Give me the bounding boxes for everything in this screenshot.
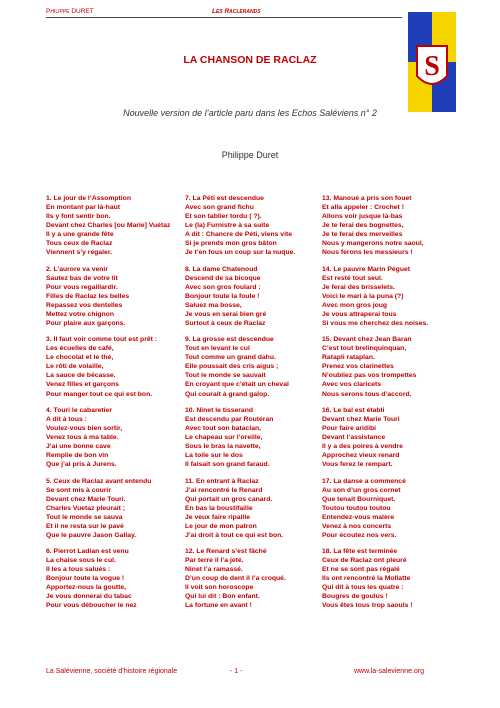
verse-line: Je vous attraperai tous bbox=[322, 310, 397, 318]
verse-line: Et alla appeler : Crochet ! bbox=[322, 204, 404, 212]
verse-line: Je veux faire ripaille bbox=[185, 513, 250, 521]
verse-line: Le jour de mon patron bbox=[185, 522, 257, 530]
verse-line: A dit : Chancre de Péti, viens vite bbox=[185, 231, 293, 239]
verse-line: Prenez vos clarinettes bbox=[322, 363, 394, 371]
header-publication: Les Raclerands bbox=[212, 8, 261, 15]
verse-line: Mettez votre chignon bbox=[46, 310, 114, 318]
stanza bbox=[322, 406, 462, 469]
verse-line: Elle poussait des cris aigus ; bbox=[185, 363, 279, 371]
stanza bbox=[322, 477, 462, 540]
verse-line: Tous ceux de Raclaz bbox=[46, 240, 113, 248]
verse-line: 13. Manoué a pris son fouet bbox=[322, 195, 412, 202]
verse-line: Venez à nos concerts bbox=[322, 522, 392, 530]
verse-line: Je vous en serai bien gré bbox=[185, 310, 267, 318]
verse-line: Je vous donnerai du tabac bbox=[46, 593, 132, 601]
verse-line: Vous ferez le rempart. bbox=[322, 461, 393, 469]
verse-line: Nous serons tous d’accord. bbox=[322, 390, 412, 398]
verse-line: 8. La dame Chatenoud bbox=[185, 265, 258, 273]
stanza bbox=[46, 265, 188, 328]
verse-line: Est descendu par Routéran bbox=[185, 415, 274, 423]
verse-line: Je te ferai des bognettes, bbox=[322, 222, 404, 230]
verse-line: 6. Pierrot Ladian est venu bbox=[46, 548, 129, 556]
verse-line: A dit à tous : bbox=[46, 415, 87, 423]
verse-line: En montant par là-haut bbox=[46, 204, 121, 212]
verse-line: Tout le monde se sauvait bbox=[185, 372, 266, 380]
verse-line: 7. La Péti est descendue bbox=[185, 195, 264, 202]
verse-line: 15. Devant chez Jean Baran bbox=[322, 336, 412, 344]
verse-line: Devant l’assistance bbox=[322, 434, 386, 442]
verse-line: 1. Le jour de l’Assomption bbox=[46, 195, 131, 202]
verse-line: Je ferai des brisselets. bbox=[322, 283, 395, 291]
stanza bbox=[185, 547, 327, 610]
verse-line: Pour écoutez nos vers. bbox=[322, 531, 397, 539]
verse-line: Les écuelles de café, bbox=[46, 345, 114, 353]
verse-line: Voici le mari à la puna (?) bbox=[322, 292, 404, 300]
verse-line: Le chapeau sur l’oreille, bbox=[185, 434, 263, 442]
verse-line: Le (la) Furnistre à sa suite bbox=[185, 222, 270, 230]
verse-line: Se sont mis à courir bbox=[46, 486, 111, 494]
verse-line: Venez filles et garçons bbox=[46, 381, 119, 389]
verse-line: J’ai droit à tout ce qui est bon. bbox=[185, 531, 284, 539]
verse-line: Pour vous regaillardir. bbox=[46, 283, 118, 291]
verse-line: 17. La danse a commencé bbox=[322, 477, 406, 485]
verse-line: 18. La fête est terminée bbox=[322, 548, 398, 556]
stanza bbox=[322, 547, 462, 610]
header-rule bbox=[46, 17, 402, 18]
verse-line: Ceux de Raclaz ont pleuré bbox=[322, 557, 407, 565]
stanza bbox=[322, 335, 462, 398]
verse-line: Il les a tous salués : bbox=[46, 566, 111, 574]
verse-line: Bougres de goulus ! bbox=[322, 593, 388, 601]
verse-line: Nous y mangerons notre saoul, bbox=[322, 240, 424, 248]
page-subtitle: Nouvelle version de l’article paru dans les Echos Saléviens n° 2 bbox=[123, 108, 377, 118]
verse-line: Bonjour toute la vogue ! bbox=[46, 575, 125, 583]
verse-line: Toutou toutou toutou bbox=[322, 504, 391, 512]
verse-line: Par terre il l’a jeté. bbox=[185, 557, 244, 565]
song-column-3 bbox=[322, 194, 462, 618]
stanza bbox=[46, 194, 188, 257]
verse-line: N’oubliez pas vos trompettes bbox=[322, 372, 417, 380]
verse-line: 12. Le Renard s’est fâché bbox=[185, 548, 267, 556]
verse-line: Que j’ai pris à Jurens. bbox=[46, 461, 117, 469]
verse-line: Si je prends mon gros bâton bbox=[185, 240, 277, 248]
verse-line: Je t’en fous un coup sur la nuque. bbox=[185, 249, 296, 257]
verse-line: Ils y font sentir bon. bbox=[46, 213, 111, 221]
verse-line: Approchez vieux renard bbox=[322, 452, 400, 460]
verse-line: Remplie de bon vin bbox=[46, 452, 109, 460]
svg-text:S: S bbox=[424, 51, 440, 82]
verse-line: La chaise sous le cul. bbox=[46, 557, 116, 565]
verse-line: Pour plaire aux garçons. bbox=[46, 319, 126, 327]
verse-line: Avec tout son bataclan, bbox=[185, 424, 262, 432]
verse-line: Qui dit à tous les quatre : bbox=[322, 584, 404, 592]
verse-line: Sous le bras la navette, bbox=[185, 443, 261, 451]
verse-line: Ratapli rataplan. bbox=[322, 354, 375, 362]
stanza bbox=[185, 265, 327, 328]
verse-line: Il y a une grande fête bbox=[46, 231, 114, 239]
page-title: LA CHANSON DE RACLAZ bbox=[183, 54, 317, 66]
verse-line: Et son tablier tordu ( ?). bbox=[185, 213, 262, 221]
stanza bbox=[322, 265, 462, 328]
stanza bbox=[185, 335, 327, 398]
verse-line: 14. Le pauvre Marin Péguet bbox=[322, 265, 411, 273]
verse-line: Saluez ma bosse, bbox=[185, 301, 242, 309]
verse-line: Qui courait à grand galop. bbox=[185, 390, 270, 398]
verse-line: Le chocolat et le thé, bbox=[46, 354, 114, 362]
verse-line: Qui portait un gros canard. bbox=[185, 495, 273, 503]
verse-line: Il faisait son grand faraud. bbox=[185, 461, 270, 469]
verse-line: Nous ferons les messieurs ! bbox=[322, 249, 413, 257]
verse-line: J’ai une bonne cave bbox=[46, 443, 111, 451]
verse-line: 2. L’aurore va venir bbox=[46, 265, 108, 273]
verse-line: Repassez vos dentelles bbox=[46, 301, 123, 309]
verse-line: Tout comme un grand dahu. bbox=[185, 354, 276, 362]
verse-line: Ils ont rencontré la Mollatte bbox=[322, 575, 411, 583]
verse-line: En bas la boustifaille bbox=[185, 504, 253, 512]
verse-line: Il y a des poires à vendre bbox=[322, 443, 403, 451]
verse-line: Avec mon gros joug bbox=[322, 301, 388, 309]
author-name: Philippe Duret bbox=[221, 150, 279, 160]
verse-line: D’un coup de dent il l’a croqué. bbox=[185, 575, 286, 583]
verse-line: Qui lui dit : Bon enfant. bbox=[185, 593, 260, 601]
verse-line: En croyant que c’était un cheval bbox=[185, 381, 289, 389]
verse-line: Je te ferai des merveilles bbox=[322, 231, 403, 239]
verse-line: Ninet l’a ramassé. bbox=[185, 566, 243, 574]
verse-line: 5. Ceux de Raclaz avant entendu bbox=[46, 477, 152, 485]
verse-line: La toile sur le dos bbox=[185, 452, 243, 460]
verse-line: Pour vous déboucher le nez bbox=[46, 602, 137, 610]
verse-line: Que tenait Bourniquet. bbox=[322, 495, 396, 503]
verse-line: Et il ne resta sur le pavé bbox=[46, 522, 124, 530]
verse-line: Entendez-vous malère bbox=[322, 513, 395, 521]
verse-line: Devant chez Marie Touri. bbox=[46, 495, 126, 503]
stanza bbox=[46, 406, 188, 469]
stanza bbox=[322, 194, 462, 257]
verse-line: Viennent s’y régaler. bbox=[46, 249, 112, 257]
verse-line: 10. Ninet le tisserand bbox=[185, 406, 253, 414]
verse-line: Il voit son horoscope bbox=[185, 584, 254, 592]
stanza bbox=[185, 477, 327, 540]
verse-line: Et ne se sont pas régalé bbox=[322, 566, 400, 574]
verse-line: Filles de Raclaz les belles bbox=[46, 292, 130, 300]
stanza bbox=[46, 477, 188, 540]
stanza bbox=[185, 194, 327, 257]
verse-line: Venez tous à ma table. bbox=[46, 434, 119, 442]
footer-page-number: - 1 - bbox=[230, 668, 243, 675]
verse-line: Au son d’un gros cornet bbox=[322, 486, 401, 494]
footer-website-link[interactable]: www.la-salevienne.org bbox=[354, 668, 425, 675]
verse-line: 16. Le bal est établi bbox=[322, 406, 385, 414]
verse-line: 11. En entrant à Raclaz bbox=[185, 477, 259, 485]
verse-line: Devant chez Charles [ou Marie] Vuétaz bbox=[46, 222, 171, 230]
verse-line: Sautez bas de votre lit bbox=[46, 274, 118, 282]
verse-line: Charles Vuetaz pleurait ; bbox=[46, 504, 126, 512]
verse-line: Que le pauvre Jason Gallay. bbox=[46, 531, 137, 539]
verse-line: Devant chez Marie Touri bbox=[322, 415, 400, 423]
verse-line: La sauce de bécasse. bbox=[46, 372, 116, 380]
stanza bbox=[46, 547, 188, 610]
song-column-1 bbox=[46, 194, 188, 618]
verse-line: Vous êtes tous trop saouls ! bbox=[322, 602, 413, 610]
verse-line: Avec son grand fichu bbox=[185, 204, 254, 212]
verse-line: 4. Touri le cabaretier bbox=[46, 406, 112, 414]
verse-line: Si vous me cherchez des noises. bbox=[322, 319, 429, 327]
stanza bbox=[46, 335, 188, 398]
verse-line: Bonjour toute la foule ! bbox=[185, 292, 260, 300]
verse-line: J’ai rencontré le Renard bbox=[185, 486, 263, 494]
verse-line: Avec vos claricets bbox=[322, 381, 382, 389]
verse-line: 3. Il faut voir comme tout est prêt : bbox=[46, 336, 158, 344]
verse-line: 9. La grosse est descendue bbox=[185, 336, 274, 344]
verse-line: La fortune en avant ! bbox=[185, 602, 252, 610]
header-author: Philippe DURET bbox=[46, 8, 94, 15]
footer-society: La Salévienne, société d’histoire régionale bbox=[46, 668, 178, 675]
verse-line: Le rôti de volaille, bbox=[46, 363, 104, 371]
verse-line: Allons voir jusque là-bas bbox=[322, 213, 403, 221]
verse-line: Est resté tout seul. bbox=[322, 274, 383, 282]
song-column-2 bbox=[185, 194, 327, 618]
verse-line: C’est tout brelinquinquan, bbox=[322, 345, 407, 353]
verse-line: Apportez-nous la goutte, bbox=[46, 584, 127, 592]
verse-line: Avec son gros foulard : bbox=[185, 283, 261, 291]
verse-line: Pour faire aridibi bbox=[322, 424, 377, 432]
verse-line: Voulez-vous bien sortir, bbox=[46, 424, 123, 432]
verse-line: Surtout à ceux de Raclaz bbox=[185, 319, 266, 327]
verse-line: Tout en levant le cul bbox=[185, 345, 250, 353]
stanza bbox=[185, 406, 327, 469]
verse-line: Pour manger tout ce qui est bon. bbox=[46, 390, 153, 398]
verse-line: Descend de sa bicoque bbox=[185, 274, 261, 282]
verse-line: Tout le monde se sauva bbox=[46, 513, 123, 521]
